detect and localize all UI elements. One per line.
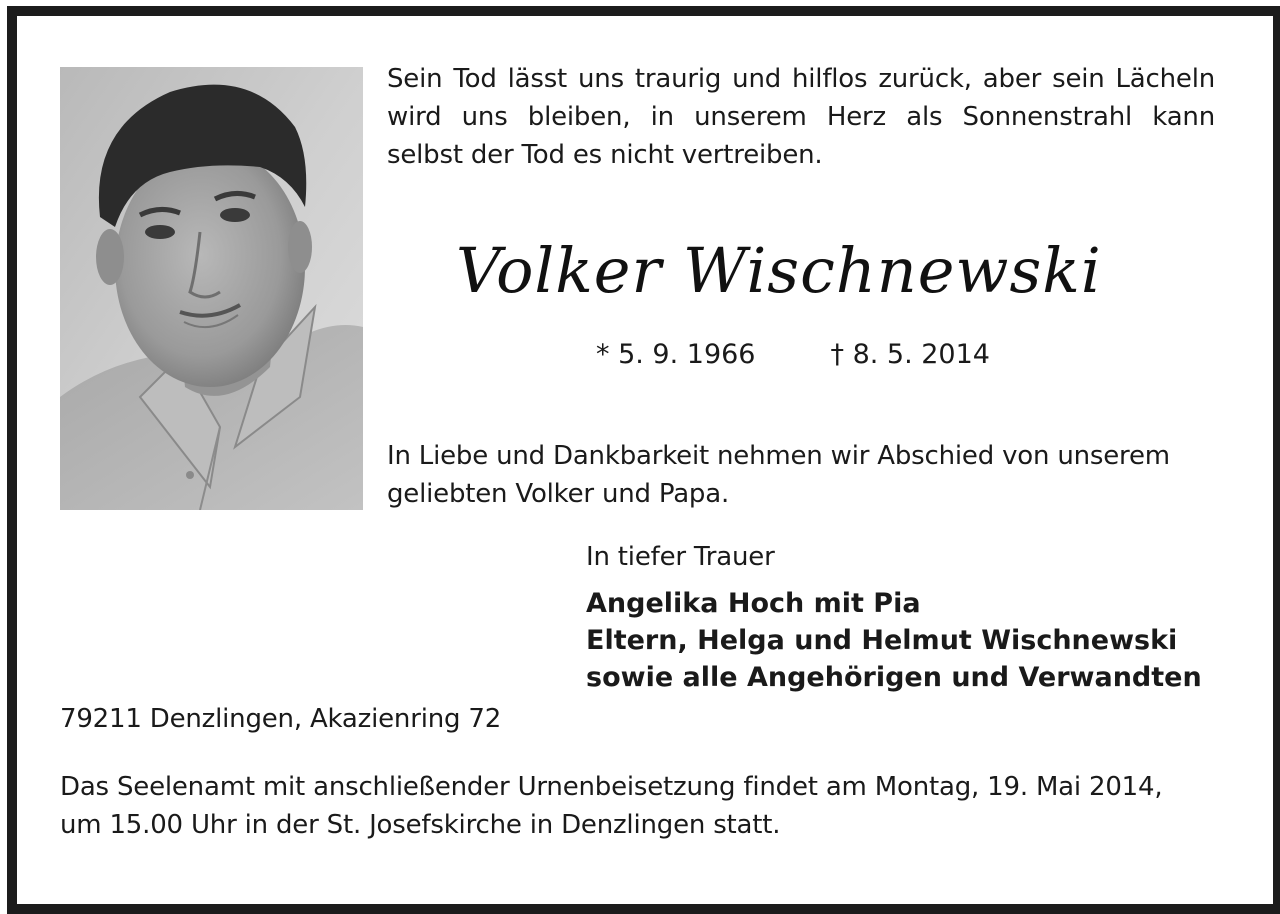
memorial-verse [387, 60, 1215, 174]
mourning-intro: In tiefer Trauer [586, 542, 775, 572]
farewell-line: geliebten Volker und Papa. [387, 479, 730, 509]
portrait-photo [60, 67, 363, 510]
verse-line: wird uns bleiben, in unserem Herz als Sonnenstrahl kann [387, 102, 1215, 132]
verse-line: selbst der Tod es nicht vertreiben. [387, 140, 823, 170]
life-dates [596, 337, 990, 373]
service-line: um 15.00 Uhr in der St. Josefskirche in Denzlingen statt. [60, 810, 781, 840]
family-address: 79211 Denzlingen, Akazienring 72 [60, 704, 502, 734]
mourners-list [586, 585, 1202, 696]
mourner-line: Eltern, Helga und Helmut Wischnewski [586, 625, 1178, 656]
service-line: Das Seelenamt mit anschließender Urnenbeisetzung findet am Montag, 19. Mai 2014, [60, 772, 1163, 802]
farewell-line: In Liebe und Dankbarkeit nehmen wir Abschied von unserem [387, 441, 1170, 471]
verse-line: Sein Tod lässt uns traurig und hilflos zurück, aber sein Lächeln [387, 64, 1215, 94]
deceased-name: Volker Wischnewski [456, 234, 1102, 307]
service-info [60, 768, 1162, 844]
mourner-line: Angelika Hoch mit Pia [586, 588, 921, 619]
mourner-line: sowie alle Angehörigen und Verwandten [586, 662, 1202, 693]
death-date: † 8. 5. 2014 [830, 339, 990, 370]
farewell-text [387, 437, 1170, 513]
birth-date: * 5. 9. 1966 [596, 339, 756, 370]
